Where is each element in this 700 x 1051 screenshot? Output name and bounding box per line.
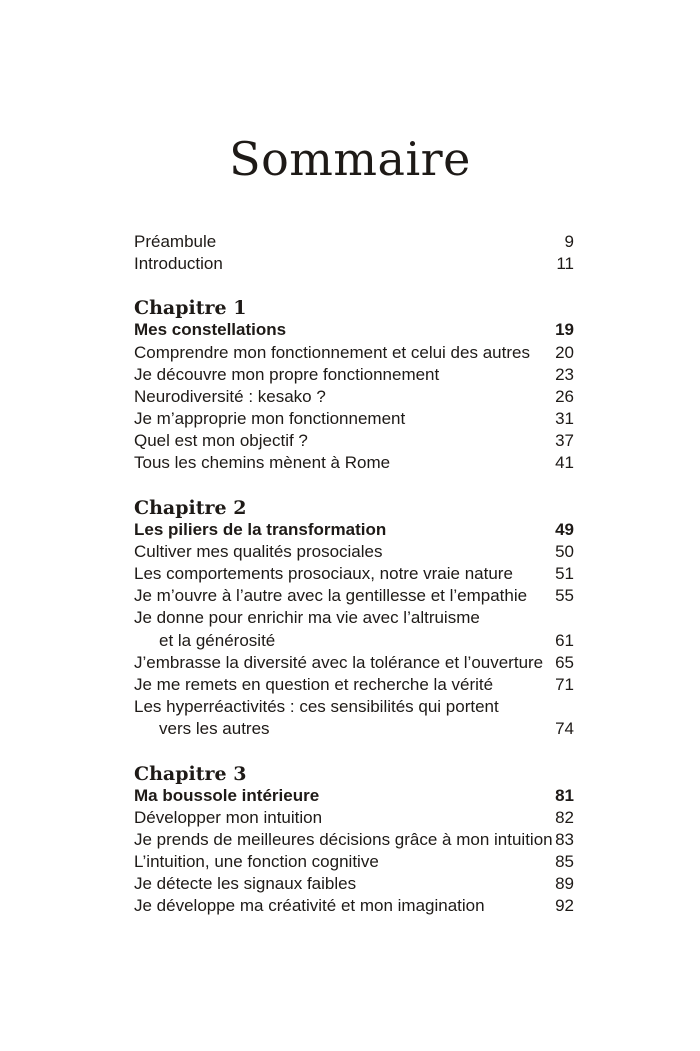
toc-entry-page: 92 — [555, 896, 574, 916]
toc-entry — [134, 696, 574, 718]
chapter-page: 19 — [555, 320, 574, 340]
toc-entry-label: J’embrasse la diversité avec la tolérance et l’ouverture — [134, 652, 544, 672]
chapter-title-row — [134, 785, 574, 807]
toc-entry-page: 37 — [555, 431, 574, 451]
toc-entry-page: 61 — [555, 630, 574, 650]
toc-entry-label: Développer mon intuition — [134, 807, 323, 827]
toc-entry-page: 83 — [555, 829, 574, 849]
toc-entry-label: Comprendre mon fonctionnement et celui des autres — [134, 342, 530, 362]
chapter-title-row — [134, 519, 574, 541]
toc-entry — [134, 585, 574, 607]
toc-entry — [134, 896, 574, 918]
toc-entry — [134, 541, 574, 563]
toc-entry-label: Neurodiversité : kesako ? — [134, 386, 326, 406]
toc-entry-label: Je donne pour enrichir ma vie avec l’altruisme — [134, 608, 480, 628]
toc-entry — [134, 607, 574, 629]
toc-entry-label: Tous les chemins mènent à Rome — [134, 453, 391, 473]
toc-entry-label: Les comportements prosociaux, notre vraie nature — [134, 564, 513, 584]
chapter-title-row — [134, 319, 574, 341]
toc-entry-page: 55 — [555, 586, 574, 606]
toc-entry-label: Préambule — [134, 231, 217, 251]
toc-entry — [134, 563, 574, 585]
toc-entry-label: Je découvre mon propre fonctionnement — [134, 364, 440, 384]
toc-entry — [134, 851, 574, 873]
toc-entry — [134, 430, 574, 452]
chapter-title: Ma boussole intérieure — [134, 785, 320, 805]
toc-entry — [134, 364, 574, 386]
toc-entry-page: 71 — [555, 674, 574, 694]
toc-entry-label: Je prends de meilleures décisions grâce à mon intuition — [134, 829, 553, 849]
chapter-title: Les piliers de la transformation — [134, 519, 387, 539]
toc-entry-label: L’intuition, une fonction cognitive — [134, 852, 379, 872]
toc-entry-page: 65 — [555, 652, 574, 672]
toc-entry-label: Cultiver mes qualités prosociales — [134, 541, 383, 561]
chapter-title: Mes constellations — [134, 320, 287, 340]
toc-entry-label: Je me remets en question et recherche la vérité — [134, 674, 494, 694]
toc-entry-page: 50 — [555, 541, 574, 561]
toc-entry-page: 74 — [555, 719, 574, 739]
toc-entry — [134, 253, 574, 275]
toc-entry-continuation — [134, 718, 574, 740]
toc-entry — [134, 674, 574, 696]
toc-entry-label: Les hyperréactivités : ces sensibilités qui portent — [134, 697, 499, 717]
toc-entry-continuation — [134, 630, 574, 652]
chapter-page: 49 — [555, 519, 574, 539]
toc-entry-label: Je m’ouvre à l’autre avec la gentillesse et l’empathie — [134, 586, 528, 606]
toc-entry — [134, 829, 574, 851]
toc-entry-page: 82 — [555, 807, 574, 827]
toc-entry-page: 85 — [555, 852, 574, 872]
toc-entry — [134, 408, 574, 430]
toc-entry-label-continued: vers les autres — [159, 719, 270, 739]
toc-entry — [134, 652, 574, 674]
toc-entry — [134, 386, 574, 408]
toc-entry-label: Je m’approprie mon fonctionnement — [134, 409, 406, 429]
toc-entry-label: Introduction — [134, 254, 223, 274]
toc-entry-page: 9 — [564, 231, 574, 251]
chapter-heading: Chapitre 3 — [134, 762, 247, 785]
toc-entry — [134, 231, 574, 253]
toc-entry-label: Quel est mon objectif ? — [134, 431, 308, 451]
toc-entry-page: 11 — [556, 254, 574, 274]
chapter-heading: Chapitre 2 — [134, 496, 247, 519]
page-title: Sommaire — [229, 131, 471, 186]
chapter-page: 81 — [555, 785, 574, 805]
toc-entry-page: 89 — [555, 874, 574, 894]
table-of-contents — [134, 231, 574, 918]
toc-entry-label-continued: et la générosité — [159, 630, 276, 650]
toc-entry-label: Je développe ma créativité et mon imagination — [134, 896, 485, 916]
toc-entry-label: Je détecte les signaux faibles — [134, 874, 357, 894]
toc-entry-page: 26 — [555, 386, 574, 406]
toc-entry-page: 41 — [555, 453, 574, 473]
toc-entry — [134, 807, 574, 829]
toc-entry-page: 51 — [555, 564, 574, 584]
toc-entry — [134, 453, 574, 475]
toc-entry — [134, 873, 574, 895]
toc-entry-page: 31 — [555, 409, 574, 429]
toc-entry-page: 23 — [555, 364, 574, 384]
toc-entry-page: 20 — [555, 342, 574, 362]
toc-entry — [134, 342, 574, 364]
chapter-heading: Chapitre 1 — [134, 297, 247, 320]
